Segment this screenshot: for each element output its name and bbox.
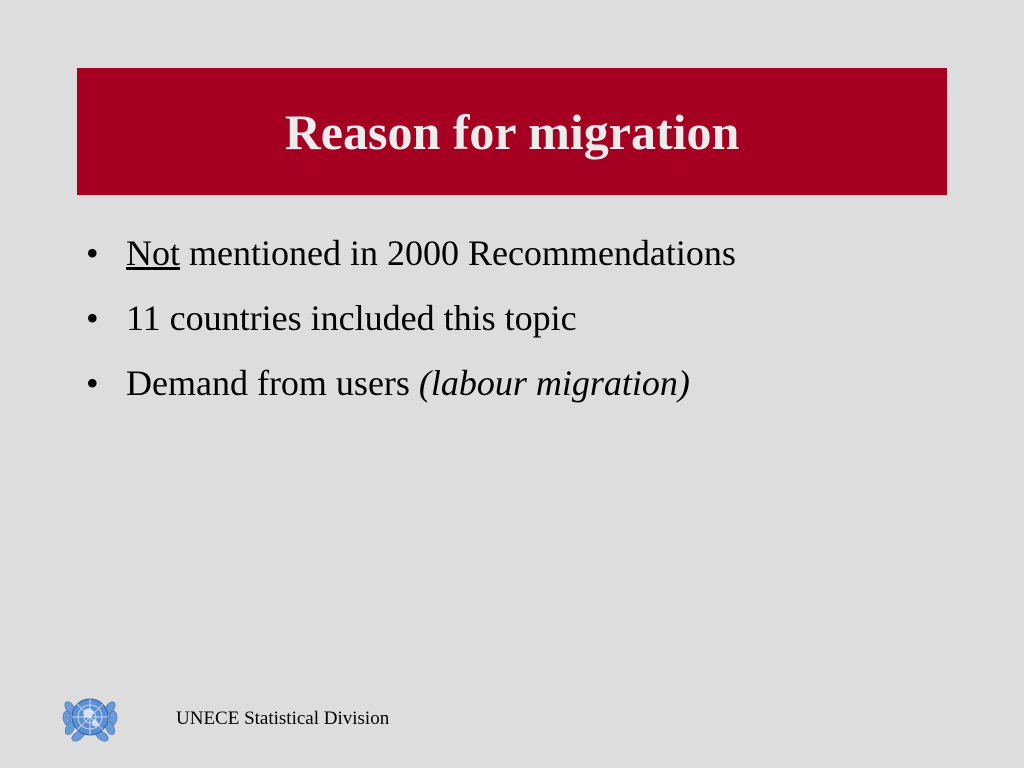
footer-text: UNECE Statistical Division: [176, 708, 390, 729]
bullet-item: [86, 362, 736, 427]
bullet-item: [86, 232, 736, 297]
bullet-marker: •: [86, 233, 99, 273]
bullet-marker: •: [86, 363, 99, 403]
bullet-text: [126, 232, 736, 274]
bullet-text: 11 countries included this topic: [126, 298, 577, 338]
bullet-list: [86, 232, 736, 427]
bullet-item: [86, 297, 736, 362]
underlined-word: Not: [126, 233, 180, 273]
un-emblem-icon: [60, 690, 120, 746]
slide-title: Reason for migration: [284, 103, 740, 160]
italic-note: (labour migration): [418, 363, 690, 403]
bullet-marker: •: [86, 298, 99, 338]
bullet-text-main: Demand from users: [126, 363, 419, 403]
bullet-text: [126, 362, 690, 404]
footer: [60, 690, 390, 746]
bullet-text-rest: mentioned in 2000 Recommendations: [180, 233, 736, 273]
title-bar: [77, 68, 947, 195]
